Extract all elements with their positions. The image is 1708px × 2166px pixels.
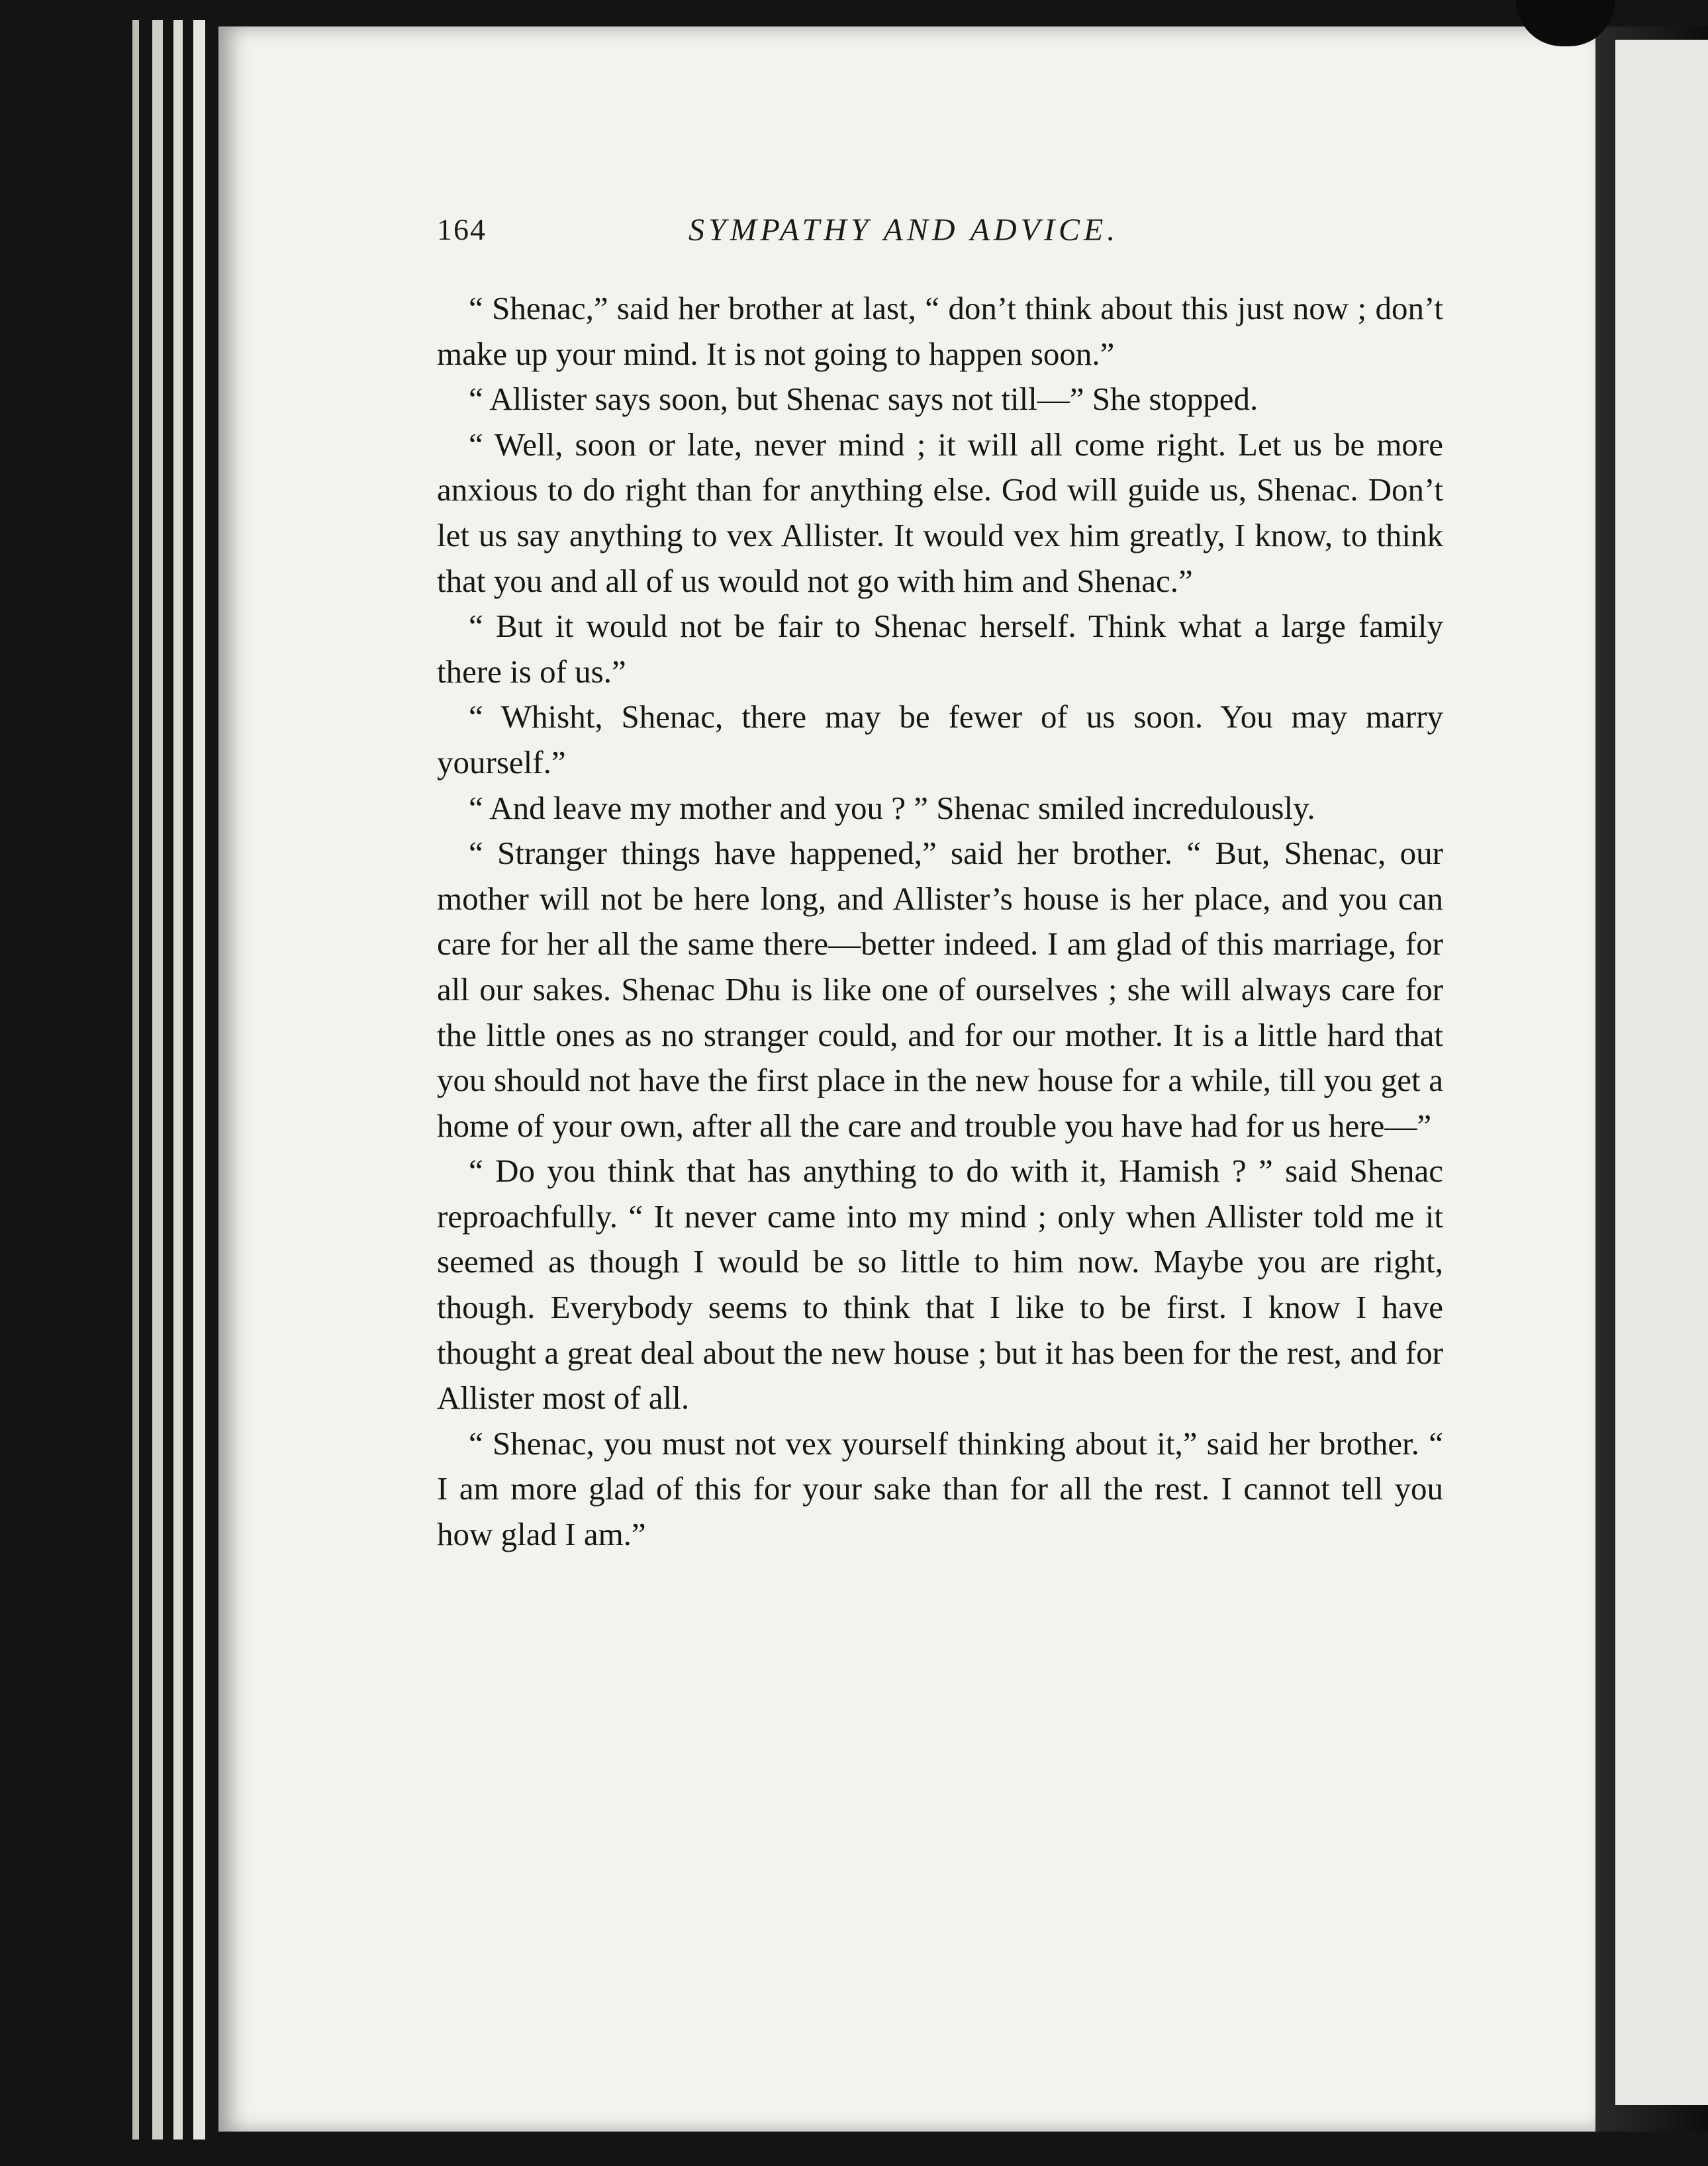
paragraph: “ Shenac,” said her brother at last, “ don’t think about this just now ; don’t make up your mind. It is not going to happen soon.” [437,290,1443,372]
page-edge [173,20,183,2140]
facing-page-edge [1615,40,1708,2105]
paragraph: “ Stranger things have happened,” said her brother. “ But, Shenac, our mother will not be here long, and Allister’s house is her place, and you can care for her all the same there—better indeed. I am glad of this marriage, for all our sakes. Shenac Dhu is like one of ourselves ; she will always care for the little ones as no stranger could, and for our mother. It is a little hard that you should not have the first place in the new house for a while, till you get a home of your own, after all the care and trouble you have had for us here—” [437,835,1443,1144]
paragraph: “ Allister says soon, but Shenac says not till—” She stopped. [469,381,1258,418]
running-head: SYMPATHY AND ADVICE. [688,212,1119,248]
paragraph: “ Shenac, you must not vex yourself thinking about it,” said her brother. “ I am more glad of this for your sake than for all the rest. I cannot tell you how glad I am.” [437,1425,1443,1553]
body-text [437,286,1443,1558]
page-edge [193,20,205,2140]
paragraph: “ Do you think that has anything to do with it, Hamish ? ” said Shenac reproachfully. “ It never came into my mind ; only when Allister told me it seemed as though I would be so little to him now. Maybe you are right, though. Everybody seems to think that I like to be first. I know I have thought a great deal about the new house ; but it has been for the rest, and for Allister most of all. [437,1153,1443,1417]
page-edge [152,20,163,2140]
paragraph: “ And leave my mother and you ? ” Shenac smiled incredulously. [469,789,1315,826]
paragraph: “ Well, soon or late, never mind ; it will all come right. Let us be more anxious to do right than for anything else. God will guide us, Shenac. Don’t let us say anything to vex Allister. It would vex him greatly, I know, to think that you and all of us would not go with him and Shenac.” [437,426,1443,599]
paragraph: “ But it would not be fair to Shenac herself. Think what a large family there is of us.” [437,608,1443,690]
paragraph: “ Whisht, Shenac, there may be fewer of us soon. You may marry yourself.” [437,698,1443,780]
page-header [437,212,1377,265]
page-edge [132,20,139,2140]
page-number: 164 [437,212,487,246]
